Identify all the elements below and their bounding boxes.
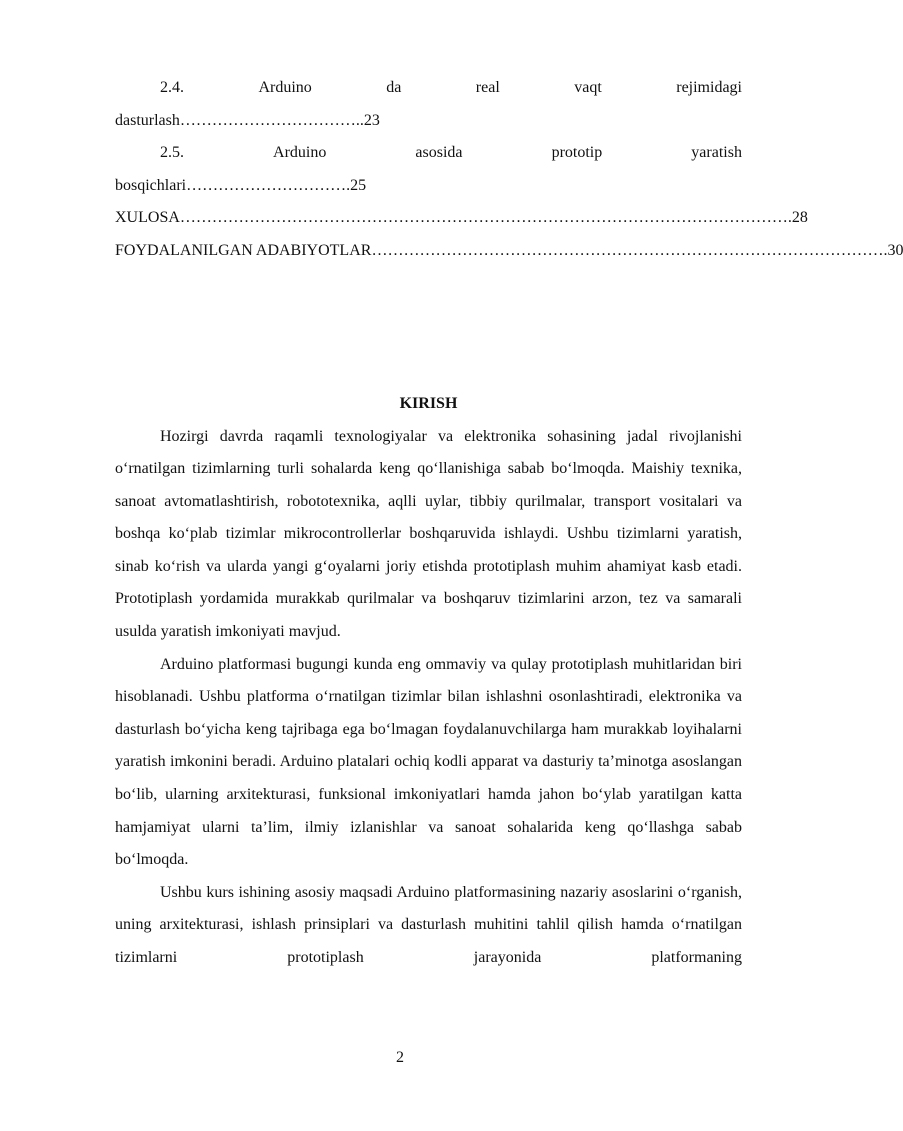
toc-item-2-5 [115,137,742,170]
toc-label: XULOSA [115,209,180,226]
toc-item-2-5-continuation: bosqichlari………………………….25 [115,176,367,194]
toc-page-number: .30 [883,241,903,259]
body-paragraph: Arduino platformasi bugungi kunda eng ommaviy va qulay prototiplash muhitlaridan biri hisoblanadi. Ushbu platforma o‘rnatilgan tizimlar bilan ishlashni osonlashtiradi, elektronika va dasturlash bo‘yicha keng tajribaga ega bo‘lmagan foydalanuvchilarga ham murakkab loyihalarni yaratish imkonini beradi. Arduino platalari ochiq kodli apparat va dasturiy ta’minotga asoslangan bo‘lib, ularning arxitekturasi, funksional imkoniyatlari hamda jahon bo‘ylab yaratilgan katta hamjamiyat ularni ta’lim, ilmiy izlanishlar va sanoat sohalarida keng qo‘llashga sabab bo‘lmoqda. [115,655,742,869]
page-number: 2 [396,1049,404,1066]
toc-item-xulosa [115,202,808,235]
toc-word: yaratish [691,144,742,161]
toc-page-number: .28 [787,209,808,226]
toc-item-2-4-continuation: dasturlash……………………………..23 [115,111,380,129]
body-paragraph: Ushbu kurs ishining asosiy maqsadi Arduino platformasining nazariy asoslarini o‘rganish, uning arxitekturasi, ishlash prinsiplari va dasturlash muhitini tahlil qilish hamda o‘rnatilgan tizimlarni prototiplash jarayonida platformaning [115,883,742,966]
toc-label: FOYDALANILGAN ADABIYOTLAR [115,241,372,259]
toc-word: rejimidagi [676,79,742,96]
section-heading: KIRISH [399,395,458,412]
toc-word: asosida [415,144,463,161]
toc-leader-dots: …………………………………………………………………………………… [371,241,884,259]
toc-word: Arduino [258,79,312,96]
toc-item-adabiyotlar [115,235,903,268]
toc-word: vaqt [574,79,602,96]
toc-word: real [475,79,500,96]
toc-item-2-4 [115,72,742,105]
toc-word: Arduino [273,144,327,161]
document-page [115,72,903,975]
toc-word: 2.4. [160,79,184,96]
toc-leader-dots: …………………………………………………………………………………………………… [179,209,788,226]
body-paragraph: Hozirgi davrda raqamli texnologiyalar va elektronika sohasining jadal rivojlanishi o‘rnatilgan tizimlarning turli sohalarda keng qo‘llanishiga sabab bo‘lmoqda. Maishiy texnika, sanoat avtomatlashtirish, robototexnika, aqlli uylar, tibbiy qurilmalar, transport vositalari va boshqa ko‘plab tizimlar mikrocontrollerlar boshqaruvida ishlaydi. Ushbu tizimlarni yaratish, sinab ko‘rish va ularda yangi g‘oyalarni joriy etishda prototiplash muhim ahamiyat kasb etadi. Prototiplash yordamida murakkab qurilmalar va boshqaruv tizimlarini arzon, tez va samarali usulda yaratish imkoniyati mavjud. [115,427,742,641]
toc-word: 2.5. [160,144,184,161]
table-of-contents [115,72,903,267]
toc-word: prototip [551,144,603,161]
toc-word: da [386,79,402,96]
